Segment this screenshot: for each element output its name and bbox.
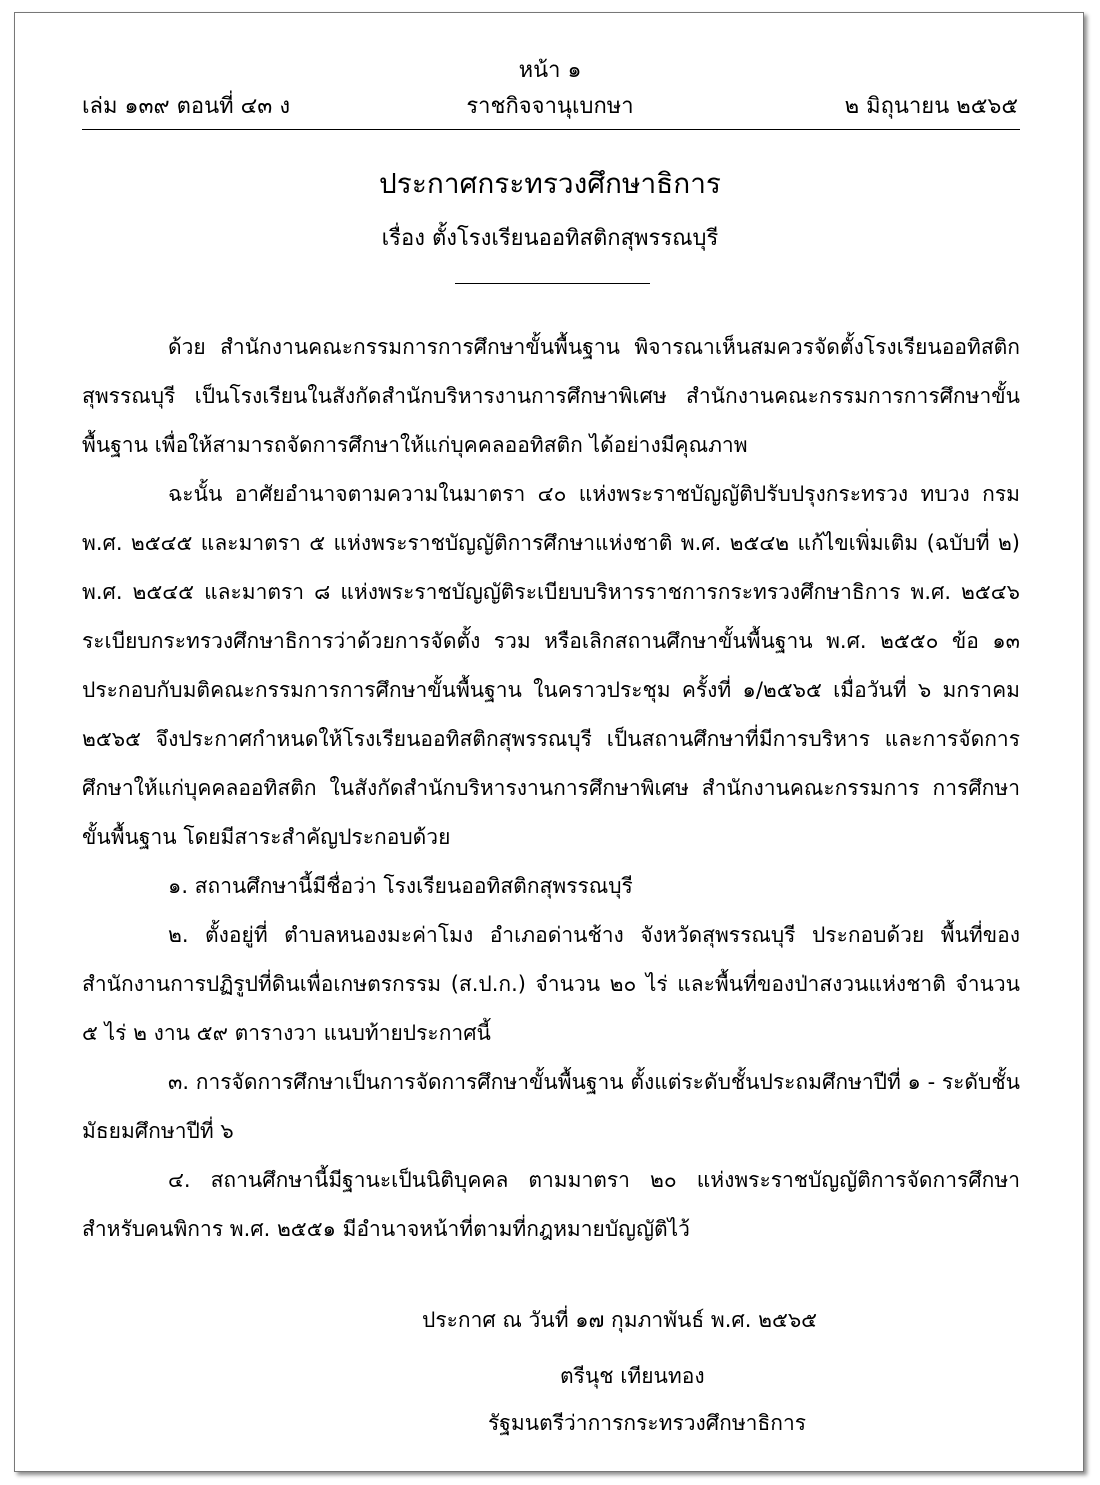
- list-item-2: ๒. ตั้งอยู่ที่ ตำบลหนองมะค่าโมง อำเภอด่านช้าง จังหวัดสุพรรณบุรี ประกอบด้วย พื้นที่ของสำนักงานการปฏิรูปที่ดินเพื่อเกษตรกรรม (ส.ป.ก.) จำนวน ๒๐ ไร่ และพื้นที่ของป่าสงวนแห่งชาติ จำนวน ๕ ไร่ ๒ งาน ๕๙ ตารางวา แนบท้ายประกาศนี้: [82, 923, 1020, 1045]
- page-number: หน้า ๑: [518, 58, 582, 83]
- signer-name: ตรีนุช เทียนทอง: [560, 1364, 705, 1388]
- paragraph-authority: ฉะนั้น อาศัยอำนาจตามความในมาตรา ๔๐ แห่งพระราชบัญญัติปรับปรุงกระทรวง ทบวง กรม พ.ศ. ๒๕๔๕ และมาตรา ๕ แห่งพระราชบัญญัติการศึกษาแห่งชาติ พ.ศ. ๒๕๔๒ แก้ไขเพิ่มเติม (ฉบับที่ ๒) พ.ศ. ๒๕๔๕ และมาตรา ๘ แห่งพระราชบัญญัติระเบียบบริหารราชการกระทรวงศึกษาธิการ พ.ศ. ๒๕๔๖ ระเบียบกระทรวงศึกษาธิการว่าด้วยการจัดตั้ง รวม หรือเลิกสถานศึกษาขั้นพื้นฐาน พ.ศ. ๒๕๕๐ ข้อ ๑๓ ประกอบกับมติคณะกรรมการการศึกษาขั้นพื้นฐาน ในคราวประชุม ครั้งที่ ๑/๒๕๖๕ เมื่อวันที่ ๖ มกราคม ๒๕๖๕ จึงประกาศกำหนดให้โรงเรียนออทิสติกสุพรรณบุรี เป็นสถานศึกษาที่มีการบริหาร และการจัดการศึกษาให้แก่บุคคลออทิสติก ในสังกัดสำนักบริหารงานการศึกษาพิเศษ สำนักงานคณะกรรมการ การศึกษาขั้นพื้นฐาน โดยมีสาระสำคัญประกอบด้วย: [82, 482, 1020, 849]
- announcement-date: ประกาศ ณ วันที่ ๑๗ กุมภาพันธ์ พ.ศ. ๒๕๖๕: [422, 1308, 818, 1332]
- publication-name: ราชกิจจานุเบกษา: [466, 94, 634, 119]
- document-title: ประกาศกระทรวงศึกษาธิการ: [379, 167, 721, 200]
- list-item-3: ๓. การจัดการศึกษาเป็นการจัดการศึกษาขั้นพื้นฐาน ตั้งแต่ระดับชั้นประถมศึกษาปีที่ ๑ - ระดับชั้น มัธยมศึกษาปีที่ ๖: [82, 1070, 1020, 1143]
- header-rule: [82, 129, 1020, 130]
- document-subject: เรื่อง ตั้งโรงเรียนออทิสติกสุพรรณบุรี: [381, 226, 719, 251]
- publication-date: ๒ มิถุนายน ๒๕๖๕: [844, 94, 1018, 119]
- list-item-4: ๔. สถานศึกษานี้มีฐานะเป็นนิติบุคคล ตามมาตรา ๒๐ แห่งพระราชบัญญัติการจัดการศึกษา สำหรับคนพิการ พ.ศ. ๒๕๕๑ มีอำนาจหน้าที่ตามที่กฎหมายบัญญัติไว้: [82, 1168, 1020, 1241]
- list-item-1: ๑. สถานศึกษานี้มีชื่อว่า โรงเรียนออทิสติกสุพรรณบุรี: [168, 874, 633, 898]
- volume-info: เล่ม ๑๓๙ ตอนที่ ๔๓ ง: [82, 94, 291, 119]
- signer-position: รัฐมนตรีว่าการกระทรวงศึกษาธิการ: [488, 1411, 807, 1435]
- paragraph-intro: ด้วย สำนักงานคณะกรรมการการศึกษาขั้นพื้นฐาน พิจารณาเห็นสมควรจัดตั้งโรงเรียนออทิสติกสุพรรณบุรี เป็นโรงเรียนในสังกัดสำนักบริหารงานการศึกษาพิเศษ สำนักงานคณะกรรมการการศึกษาขั้นพื้นฐาน เพื่อให้สามารถจัดการศึกษาให้แก่บุคคลออทิสติก ได้อย่างมีคุณภาพ: [82, 335, 1020, 457]
- document-body: [82, 323, 1020, 1254]
- title-rule: [455, 283, 650, 284]
